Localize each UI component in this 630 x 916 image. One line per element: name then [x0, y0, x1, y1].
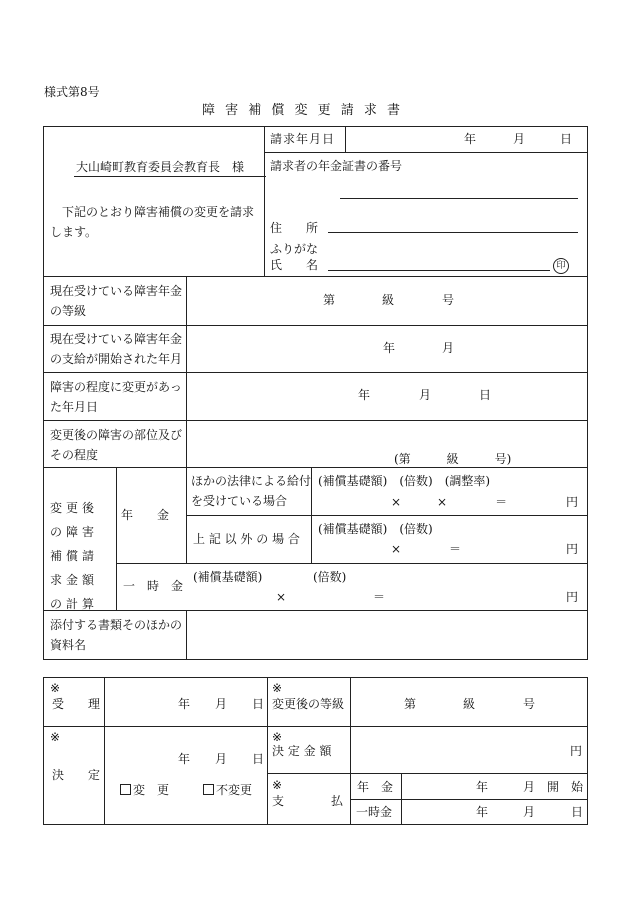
- decision-label: 決 定: [52, 768, 101, 782]
- other-case-formula-head: (補償基礎額) (倍数): [318, 522, 433, 536]
- change-date-day: 日: [479, 388, 492, 402]
- other-law-formula-head: (補償基礎額) (倍数) (調整率): [318, 474, 491, 488]
- change-date-year: 年: [358, 388, 371, 402]
- grade-after-kyu: 級: [463, 697, 476, 711]
- current-grade-label: 現在受けている障害年金の等級: [50, 284, 183, 318]
- calc-lump-label: 一 時 金: [123, 579, 184, 593]
- request-date-year: 年: [464, 132, 477, 146]
- unchanged-checkbox[interactable]: [203, 784, 214, 795]
- other-law-yen: 円: [566, 495, 579, 509]
- lump-yen: 円: [566, 590, 579, 604]
- receipt-year: 年: [178, 697, 191, 711]
- decided-amount-yen: 円: [570, 744, 583, 758]
- pension-start-label: 現在受けている障害年金の支給が開始された年月: [50, 332, 183, 366]
- request-text: 下記のとおり障害補償の変更を請求します。: [50, 205, 255, 239]
- receipt-label: 受 理: [52, 697, 101, 711]
- payment-label-2: 払: [331, 794, 344, 808]
- address-label: 住 所: [270, 221, 319, 235]
- receipt-mark: ※: [50, 681, 61, 695]
- name-field[interactable]: [328, 270, 550, 271]
- name-label: 氏 名: [270, 258, 319, 272]
- grade-after-mark: ※: [272, 681, 283, 695]
- pension-start-month: 月: [442, 341, 455, 355]
- decision-day: 日: [252, 752, 265, 766]
- decided-amount-field[interactable]: [352, 728, 586, 772]
- decision-changed-option[interactable]: [120, 784, 169, 796]
- change-date-label: 障害の程度に変更があった年月日: [50, 380, 182, 414]
- other-law-label: ほかの法律による給付を受けている場合: [191, 474, 312, 508]
- decision-month: 月: [215, 752, 228, 766]
- form-number: 様式第8号: [44, 85, 100, 99]
- payment-pension-year: 年: [476, 780, 489, 794]
- payment-lump-month: 月: [523, 805, 536, 819]
- decision-mark: ※: [50, 730, 61, 744]
- pension-start-year: 年: [383, 341, 396, 355]
- injury-part-label: 変更後の障害の部位及びその程度: [50, 428, 183, 462]
- lump-formula-head-1: (補償基礎額): [193, 570, 263, 584]
- decided-amount-label: 決 定 金 額: [272, 744, 332, 758]
- other-case-formula[interactable]: × ＝: [391, 542, 462, 556]
- decision-unchanged-option[interactable]: [203, 784, 252, 796]
- lump-equals: ＝: [373, 590, 386, 604]
- injury-part-grade-field[interactable]: (第 級 号): [394, 452, 512, 466]
- changed-checkbox[interactable]: [120, 784, 131, 795]
- current-grade-go: 号: [442, 293, 455, 307]
- address-field[interactable]: [328, 232, 578, 233]
- payment-lump-day: 日: [571, 805, 584, 819]
- changed-label: 変 更: [133, 783, 170, 797]
- attachments-label: 添付する書類そのほかの資料名: [50, 618, 183, 652]
- receipt-day: 日: [252, 697, 265, 711]
- request-date-label: 請求年月日: [270, 132, 336, 146]
- payment-mark: ※: [272, 778, 283, 792]
- grade-after-dai: 第: [404, 697, 417, 711]
- addressee-underline: [74, 176, 266, 177]
- payment-lump-label: 一時金: [356, 805, 393, 819]
- lump-times: ×: [276, 590, 287, 604]
- other-law-formula[interactable]: × × ＝: [391, 495, 508, 509]
- unchanged-label: 不変更: [216, 783, 253, 797]
- decided-amount-mark: ※: [272, 730, 283, 744]
- request-date-day: 日: [560, 132, 573, 146]
- other-case-label: 上 記 以 外 の 場 合: [193, 532, 300, 546]
- receipt-month: 月: [215, 697, 228, 711]
- lump-formula-head-2: (倍数): [313, 570, 347, 584]
- current-grade-dai: 第: [323, 293, 336, 307]
- pension-cert-label: 請求者の年金証書の番号: [270, 159, 403, 173]
- decision-year: 年: [178, 752, 191, 766]
- calc-section-label: 変更後の障害補償請求金額の計算: [50, 501, 99, 611]
- grade-after-go: 号: [523, 697, 536, 711]
- attachments-field[interactable]: [188, 612, 586, 658]
- payment-lump-year: 年: [476, 805, 489, 819]
- furigana-label: ふりがな: [270, 242, 319, 256]
- grade-after-label: 変更後の等級: [272, 697, 345, 711]
- payment-pension-label: 年 金: [357, 780, 394, 794]
- calc-pension-label: 年 金: [121, 508, 170, 522]
- payment-pension-start: 開 始: [547, 780, 584, 794]
- form-title: 障 害 補 償 変 更 請 求 書: [202, 103, 404, 118]
- pension-cert-number-field[interactable]: [340, 198, 578, 199]
- payment-label-1: 支: [272, 794, 285, 808]
- current-grade-kyu: 級: [382, 293, 395, 307]
- seal-mark: 印: [553, 258, 569, 274]
- change-date-month: 月: [419, 388, 432, 402]
- addressee: 大山崎町教育委員会教育長 様: [76, 160, 245, 174]
- payment-pension-month: 月: [523, 780, 536, 794]
- other-case-yen: 円: [566, 542, 579, 556]
- request-date-month: 月: [513, 132, 526, 146]
